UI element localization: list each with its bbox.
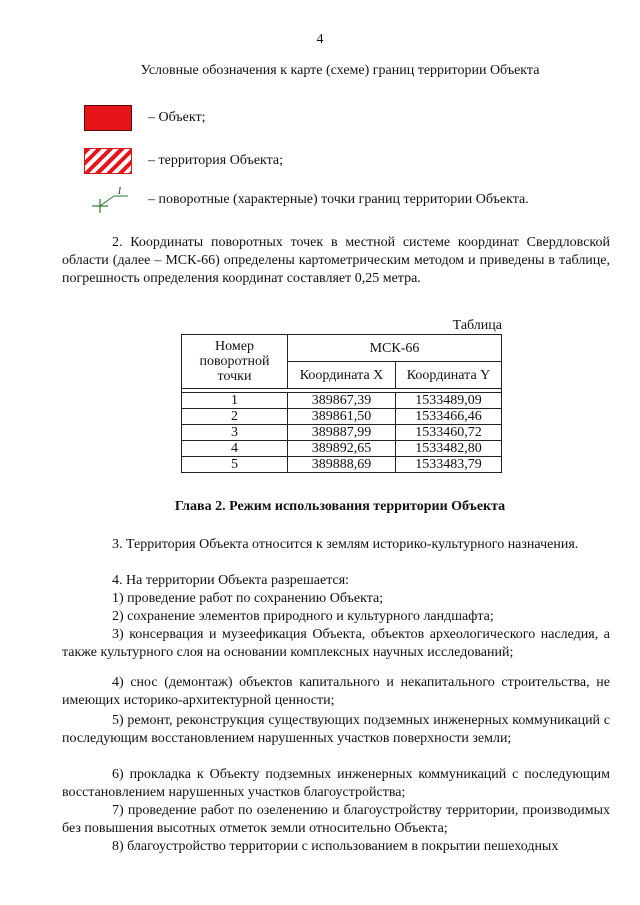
cell-coordinate-y: 1533460,72 (396, 425, 502, 441)
list-item-2: 2) сохранение элементов природного и культурного ландшафта; (112, 609, 494, 624)
list-item-8: 8) благоустройство территории с использованием в покрытии пешеходных (112, 839, 559, 854)
cell-point-number: 1 (182, 393, 288, 409)
page-number: 4 (316, 32, 324, 47)
table-row (182, 409, 502, 425)
list-item-3: 3) консервация и музеефикация Объекта, объектов археологического наследия, а также культурного слоя на основании комплексных научных исследований; (62, 627, 610, 660)
table-row (182, 393, 502, 409)
table-row (182, 441, 502, 457)
paragraph-2: 2. Координаты поворотных точек в местной системе координат Свердловской области (далее – МСК-66) определены картометрическим методом и приведены в таблице, погрешность определения координат составляет 0,25 метра. (62, 235, 610, 286)
legend-label-points: – поворотные (характерные) точки границ территории Объекта. (148, 192, 529, 207)
list-item-1: 1) проведение работ по сохранению Объекта; (112, 591, 384, 606)
table-row (182, 457, 502, 473)
cell-point-number: 5 (182, 457, 288, 473)
legend-item-territory (84, 148, 283, 174)
legend-label-territory: – территория Объекта; (148, 153, 284, 168)
cell-coordinate-x: 389861,50 (288, 409, 396, 425)
cell-coordinate-x: 389867,39 (288, 393, 396, 409)
list-item-5: 5) ремонт, реконструкция существующих подземных инженерных коммуникаций с последующим восстановлением нарушенных участков поверхности земли; (62, 713, 610, 746)
legend-item-object (84, 105, 205, 131)
cell-point-number: 4 (182, 441, 288, 457)
cell-coordinate-y: 1533482,80 (396, 441, 502, 457)
cell-coordinate-y: 1533466,46 (396, 409, 502, 425)
object-swatch (84, 105, 132, 131)
table-label: Таблица (452, 318, 502, 333)
cell-coordinate-x: 389887,99 (288, 425, 396, 441)
header-point-number: Номер поворотной точки (182, 335, 288, 389)
list-item-7: 7) проведение работ по озеленению и благоустройству территории, производимых без повышения высотных отметок земли относительно Объекта; (62, 803, 610, 836)
header-system: МСК-66 (288, 335, 502, 362)
cell-point-number: 3 (182, 425, 288, 441)
paragraph-4: 4. На территории Объекта разрешается: (112, 573, 350, 588)
cell-coordinate-y: 1533483,79 (396, 457, 502, 473)
header-coordinate-x: Координата X (288, 362, 396, 389)
cell-coordinate-y: 1533489,09 (396, 393, 502, 409)
list-item-6: 6) прокладка к Объекту подземных инженерных коммуникаций с последующим восстановлением нарушенных участков благоустройства; (62, 767, 610, 800)
turning-point-icon (84, 185, 132, 215)
list-item-4: 4) снос (демонтаж) объектов капитального и некапитального строительства, не имеющих историко-архитектурной ценности; (62, 675, 610, 708)
header-coordinate-y: Координата Y (396, 362, 502, 389)
turning-point-marker-label: 1 (117, 186, 122, 197)
table-row (182, 425, 502, 441)
coordinates-table (181, 334, 502, 473)
paragraph-3: 3. Территория Объекта относится к землям историко-культурного назначения. (112, 537, 579, 552)
chapter-heading: Глава 2. Режим использования территории Объекта (174, 499, 506, 514)
cell-coordinate-x: 389892,65 (288, 441, 396, 457)
legend-title: Условные обозначения к карте (схеме) границ территории Объекта (140, 63, 540, 78)
territory-hatch-swatch (84, 148, 132, 174)
legend-item-points (84, 184, 529, 216)
cell-point-number: 2 (182, 409, 288, 425)
cell-coordinate-x: 389888,69 (288, 457, 396, 473)
legend-label-object: – Объект; (148, 110, 206, 125)
